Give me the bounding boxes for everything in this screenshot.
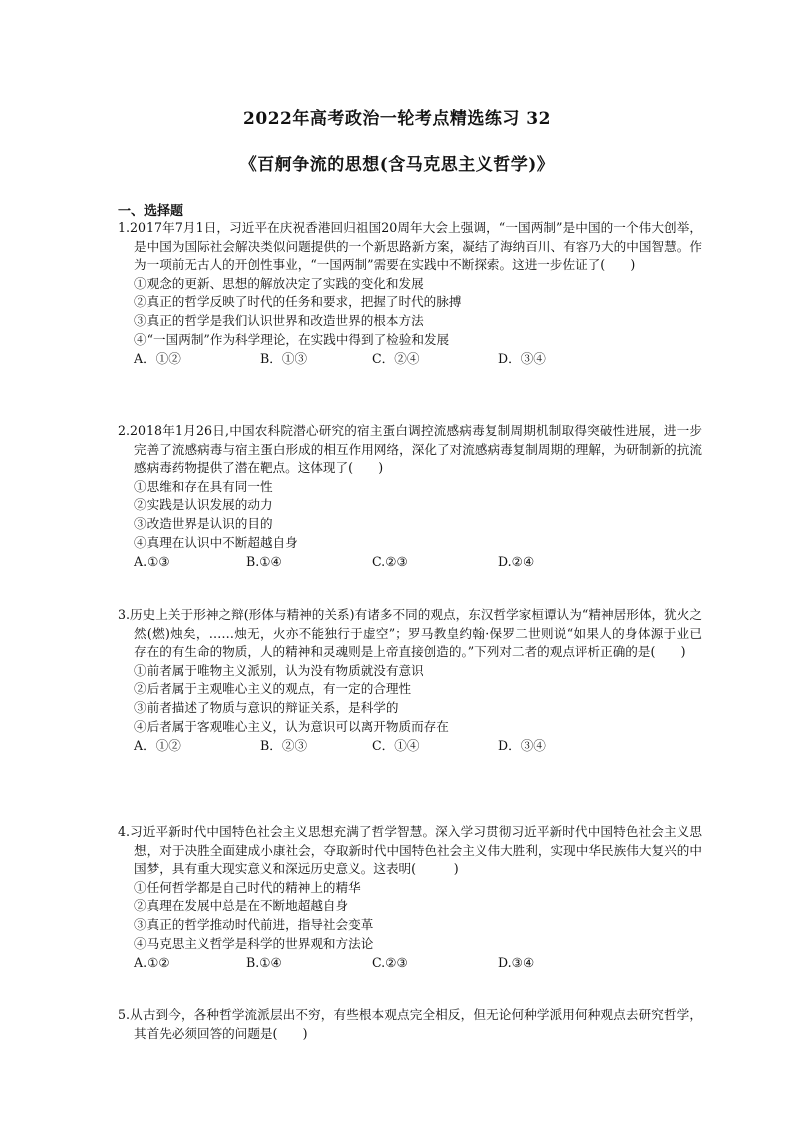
- choice-b: B．②③: [260, 738, 308, 754]
- question-stem: 1.2017年7月1日，习近平在庆祝香港回归祖国20周年大会上强调，“一国两制”是中国的一个伟大创举，是中国为国际社会解决类似问题提供的一个新思路新方案，凝结了海纳百川、有容乃大的中国智慧。作为一项前无古人的开创性事业，“一国两制”需要在实践中不断探索。这进一步佐证了( ): [118, 220, 702, 273]
- choice-d: D．③④: [498, 351, 546, 367]
- question-stem: 5.从古到今，各种哲学流派层出不穷，有些根本观点完全相反，但无论何种学派用何种观点去研究哲学，其首先必须回答的问题是( ): [118, 1007, 702, 1041]
- statement-option: ①思维和存在具有同一性: [134, 478, 273, 494]
- question-stem: 3.历史上关于形神之辩(形体与精神的关系)有诸多不同的观点，东汉哲学家桓谭认为“精神居形体，犹火之然(燃)烛矣，……烛无，火亦不能独行于虚空”；罗马教皇约翰·保罗二世则说“如果人的身体源于业已存在的有生命的物质，人的精神和灵魂则是上帝直接创造的。”下列对二者的观点评析正确的是( ): [118, 607, 702, 660]
- statement-option: ①任何哲学都是自己时代的精神上的精华: [134, 879, 361, 895]
- statement-option: ③真正的哲学推动时代前进，指导社会变革: [134, 916, 374, 932]
- statement-option: ④马克思主义哲学是科学的世界观和方法论: [134, 935, 374, 951]
- question-4: [118, 823, 702, 973]
- choice-a: A．①②: [134, 738, 181, 754]
- statement-option: ③真正的哲学是我们认识世界和改造世界的根本方法: [134, 312, 424, 328]
- question-5: [118, 1006, 702, 1043]
- answer-choices: [118, 737, 702, 756]
- statement-option: ②真理在发展中总是在不断地超越自身: [134, 898, 349, 914]
- choice-c: C．①④: [372, 738, 420, 754]
- choice-d: D.②④: [498, 554, 535, 570]
- choice-b: B．①③: [260, 351, 308, 367]
- statement-option: ④后者属于客观唯心主义，认为意识可以离开物质而存在: [134, 718, 449, 734]
- question-3: [118, 606, 702, 756]
- answer-choices: [118, 553, 702, 572]
- choice-a: A．①②: [134, 351, 181, 367]
- choice-d: D.③④: [498, 955, 535, 971]
- choice-c: C．②④: [372, 351, 420, 367]
- question-stem: 4.习近平新时代中国特色社会主义思想充满了哲学智慧。深入学习贯彻习近平新时代中国特色社会主义思想，对于决胜全面建成小康社会，夺取新时代中国特色社会主义伟大胜利，实现中华民族伟大复兴的中国梦，具有重大现实意义和深远历史意义。这表明( ): [118, 824, 702, 877]
- question-1: [118, 219, 702, 369]
- answer-choices: [118, 350, 702, 369]
- question-stem: 2.2018年1月26日,中国农科院潜心研究的宿主蛋白调控流感病毒复制周期机制取得突破性进展，进一步完善了流感病毒与宿主蛋白形成的相互作用网络，深化了对流感病毒复制周期的理解，为研制新的抗流感病毒药物提供了潜在靶点。这体现了( ): [118, 423, 702, 476]
- choice-a: A.①②: [134, 955, 170, 971]
- question-2: [118, 422, 702, 572]
- statement-option: ③前者描述了物质与意识的辩证关系，是科学的: [134, 699, 399, 715]
- statement-option: ④真理在认识中不断超越自身: [134, 534, 298, 550]
- choice-a: A.①③: [134, 554, 170, 570]
- statement-option: ②后者属于主观唯心主义的观点，有一定的合理性: [134, 681, 412, 697]
- choice-b: B.①④: [246, 554, 282, 570]
- choice-d: D．③④: [498, 738, 546, 754]
- statement-option: ①观念的更新、思想的解放决定了实践的变化和发展: [134, 275, 424, 291]
- statement-option: ②实践是认识发展的动力: [134, 497, 273, 513]
- statement-option: ①前者属于唯物主义派别，认为没有物质就没有意识: [134, 662, 424, 678]
- document-title: 2022年高考政治一轮考点精选练习 32: [243, 109, 551, 129]
- answer-choices: [118, 954, 702, 973]
- section-heading: 一、选择题: [118, 204, 184, 219]
- choice-c: C.②③: [372, 955, 408, 971]
- choice-b: B.①④: [246, 955, 282, 971]
- statement-option: ④“一国两制”作为科学理论，在实践中得到了检验和发展: [134, 331, 450, 347]
- document-subtitle: 《百舸争流的思想(含马克思主义哲学)》: [239, 155, 555, 175]
- statement-option: ②真正的哲学反映了时代的任务和要求，把握了时代的脉搏: [134, 294, 462, 310]
- choice-c: C.②③: [372, 554, 408, 570]
- statement-option: ③改造世界是认识的目的: [134, 515, 273, 531]
